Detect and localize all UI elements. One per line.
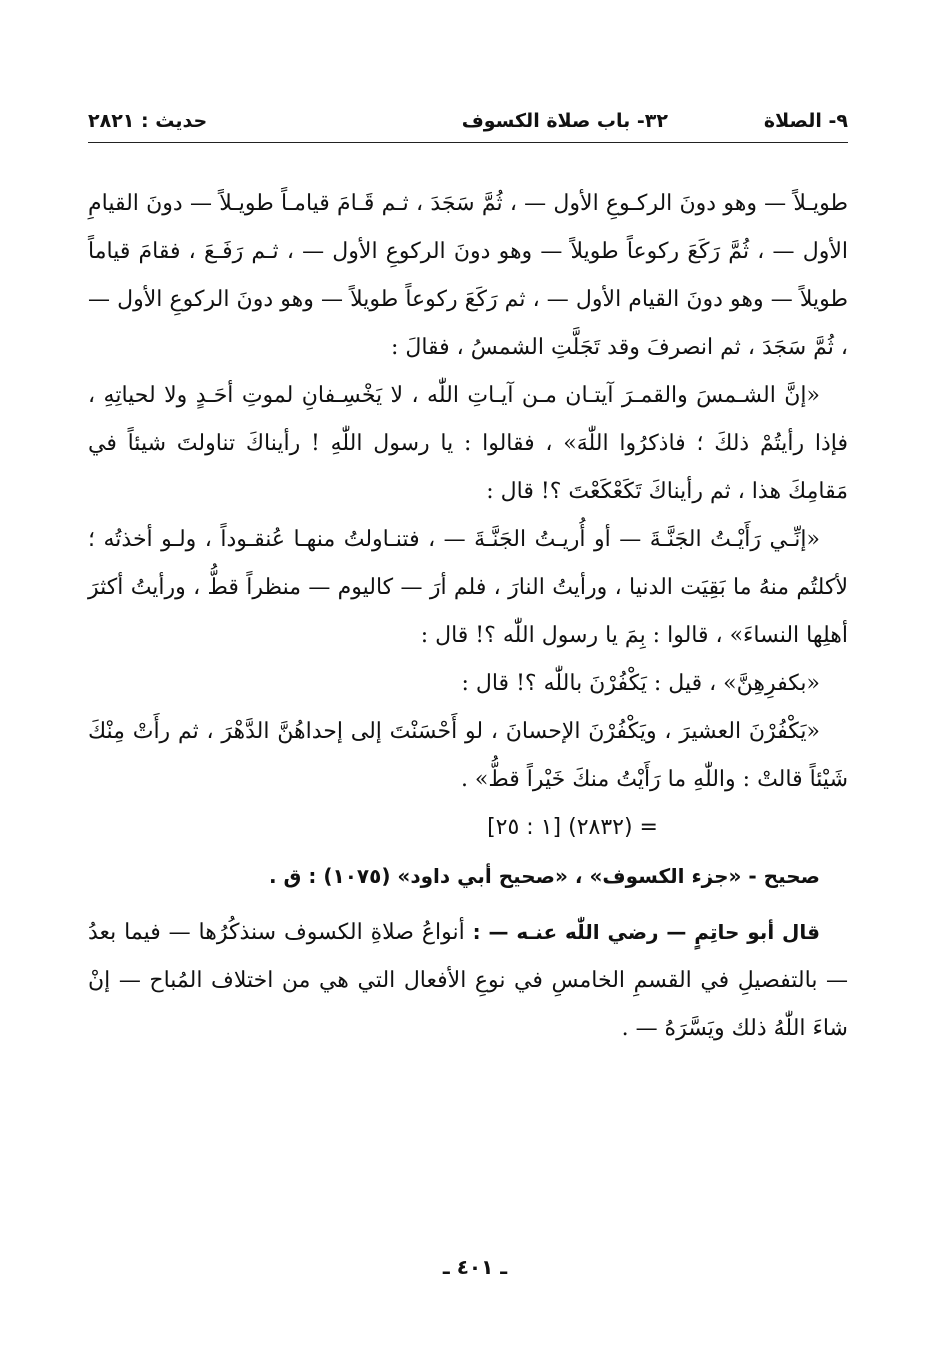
grading-note: صحيح - «جزء الكسوف» ، «صحيح أبي داود» (١٠٧٥) : ق . xyxy=(268,864,820,888)
chapter-title: ٣٢- باب صلاة الكسوف xyxy=(461,110,668,132)
paragraph-quote-paradise: «إنِّـي رَأَيْـتُ الجَنَّـةَ — أو أُريـتُ الجَنَّـةَ — ، فتنـاولتُ منهـا عُنقـوداً ، ولـو أخذتُه ؛ لأكلتُم منهُ ما بَقِيَت الدنيا ، ورأيتُ النارَ ، فلم أرَ — كاليوم — منظراً قطُّ ، ورأيتُ أكثرَ أهلِها النساءَ» ، قالوا : بِمَ يا رسول اللّٰه ؟! قال : xyxy=(88,527,848,648)
commentary-author: قال أبو حاتِمٍ — رضي اللّٰه عنـه — : xyxy=(472,920,820,944)
book-title: ٩- الصلاة xyxy=(763,110,848,132)
running-header xyxy=(88,104,848,140)
paragraph-quote-sun-moon: «إنَّ الشـمسَ والقمـرَ آيتـان مـن آيـاتِ اللّٰه ، لا يَخْسِـفانِ لموتِ أحَـدٍ ولا لحياتِهِ ، فإذا رأيتُمْ ذلكَ ؛ فاذكرُوا اللّٰهَ» ، فقالوا : يا رسول اللّٰهِ ! رأيناكَ تناولتَ شيئاً في مَقامِكَ هذا ، ثم رأيناكَ تَكَعْكَعْتَ ؟! قال : xyxy=(88,383,848,504)
hadith-reference: = (٢٨٣٢) [١ : ٢٥] xyxy=(487,815,658,840)
paragraph-commentary xyxy=(88,908,848,1053)
header-rule xyxy=(88,142,848,143)
commentary-text: أنواعُ صلاةِ الكسوف سنذكُرُها — فيما بعدُ — بالتفصيلِ في القسمِ الخامسِ في نوعِ الأفعال التي هي من اختلاف المُباح — إنْ شاءَ اللّٰهُ ذلك ويَسَّرَهُ — . xyxy=(88,920,848,1041)
paragraph-narration: طويـلاً — وهو دونَ الركـوعِ الأول — ، ثُمَّ سَجَدَ ، ثـم قَـامَ قيامـاً طويـلاً — دونَ القيامِ الأول — ، ثُمَّ رَكَعَ ركوعاً طويلاً — وهو دونَ الركوعِ الأول — ، ثـم رَفَـعَ ، فقامَ قياماً طويلاً — وهو دونَ القيام الأول — ، ثم رَكَعَ ركوعاً طويلاً — وهو دونَ الركوعِ الأول — ، ثُمَّ سَجَدَ ، ثم انصرفَ وقد تَجَلَّتِ الشمسُ ، فقالَ : xyxy=(88,191,848,360)
hadith-number: حديث : ٢٨٢١ xyxy=(88,110,208,132)
page-number: ـ ٤٠١ ـ xyxy=(442,1255,508,1279)
body-text xyxy=(88,180,848,1053)
paragraph-quote-ingratitude: «يَكْفُرْنَ العشيرَ ، ويَكْفُرْنَ الإحسانَ ، لو أَحْسَنْتَ إلى إحداهُنَّ الدَّهْرَ ، ثم رأَتْ مِنْكَ شَيْئاً قالتْ : واللّٰهِ ما رَأَيْتُ منكَ خَيْراً قطُّ» . xyxy=(88,719,848,792)
paragraph-quote-disbelief: «بكفرِهِنَّ» ، قيل : يَكْفُرْنَ باللّٰه ؟! قال : xyxy=(461,671,820,696)
